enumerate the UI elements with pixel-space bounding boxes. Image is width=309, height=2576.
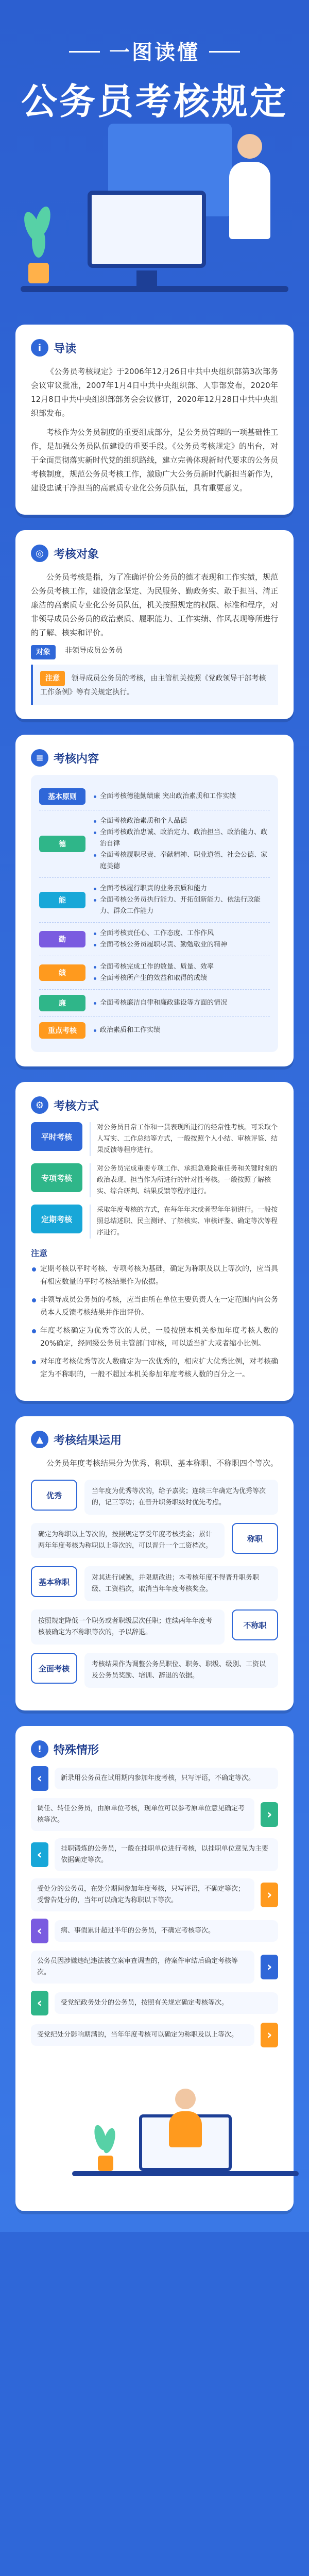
special-text: 公务员因涉嫌违纪违法被立案审查调查的，待案件审结后确定考核等次。 xyxy=(31,1951,254,1984)
content-row-key: 勤 xyxy=(39,931,85,947)
method-item xyxy=(31,1205,278,1239)
result-item xyxy=(31,1523,278,1558)
result-badge: 称职 xyxy=(232,1523,278,1554)
object-title: 考核对象 xyxy=(54,548,99,561)
footer-illustration xyxy=(31,2063,278,2197)
result-badge: 全面考核 xyxy=(31,1653,77,1684)
special-section xyxy=(15,1726,294,2211)
object-intro: 公务员考核是指，为了准确评价公务员的德才表现和工作实绩，规范公务员考核工作，建设信念坚定、为民服务、勤政务实、敢于担当、清正廉洁的高素质专业化公务员队伍，机关按照规定的权限、标准和程序，对非领导成员公务员的政治素质、履职能力、工作实绩、作风表现等所进行的了解、核实和评价。 xyxy=(31,572,279,637)
content-item: 全面考核政治忠诚、政治定力、政治担当、政治能力、政治自律 xyxy=(93,827,270,850)
chart-icon: ▲ xyxy=(31,1431,48,1448)
content-item: 全面考核履行职责的业务素质和能力 xyxy=(93,883,270,894)
result-text: 对其进行诫勉，并限期改进；本考核年度不得晋升职务职级、工资档次，取消当年年度考核奖金。 xyxy=(84,1566,278,1601)
method-item xyxy=(31,1163,278,1197)
special-text: 受处分的公务员，在处分期间参加年度考核，只写评语，不确定等次；受警告处分的，当年可以确定为称职以下等次。 xyxy=(31,1878,254,1911)
special-text: 挂职锻炼的公务员，一般在挂职单位进行考核，以挂职单位意见为主要依据确定等次。 xyxy=(55,1838,278,1871)
content-row-key: 廉 xyxy=(39,995,85,1011)
content-row xyxy=(39,1017,270,1044)
method-desc: 对公务员日常工作和一贯表现所进行的经常性考核。可采取个人写实、工作总结等方式，一般按照个人小结、审核评鉴、结果反馈等程序进行。 xyxy=(90,1122,278,1156)
person-illustration xyxy=(167,2089,203,2150)
chevron-right-icon: › xyxy=(261,1955,278,1979)
gear-icon: ⚙ xyxy=(31,1096,48,1114)
special-text: 新录用公务员在试用期内参加年度考核，只写评语，不确定等次。 xyxy=(55,1768,278,1789)
special-item xyxy=(31,1838,278,1871)
chevron-right-icon: › xyxy=(261,1802,278,1827)
content-row xyxy=(39,878,270,923)
object-target-label: 对象 xyxy=(31,645,56,659)
guide-title: 导读 xyxy=(54,342,77,355)
result-section xyxy=(15,1416,294,1710)
object-note xyxy=(31,665,278,705)
guide-section xyxy=(15,325,294,515)
object-target-row xyxy=(31,645,278,659)
chevron-left-icon: ‹ xyxy=(31,1766,48,1791)
content-item: 全面考核所产生的效益和取得的成绩 xyxy=(93,973,214,984)
chevron-left-icon: ‹ xyxy=(31,1919,48,1943)
content-row-key: 能 xyxy=(39,892,85,908)
special-item xyxy=(31,1798,278,1831)
content-item: 全面考核责任心、工作态度、工作作风 xyxy=(93,928,227,939)
desk-illustration xyxy=(72,2171,299,2176)
result-text: 考核结果作为调整公务员职位、职务、职级、级别、工资以及公务员奖励、培训、辞退的依据。 xyxy=(84,1653,278,1688)
content-item: 全面考核完成工作的数量、质量、效率 xyxy=(93,961,214,973)
content-item: 政治素质和工作实绩 xyxy=(93,1025,160,1036)
content-row xyxy=(39,956,270,990)
content-item: 全面考核公务员履职尽责、勤勉敬业的精神 xyxy=(93,939,227,951)
content-row-key: 德 xyxy=(39,836,85,852)
result-flow xyxy=(31,1480,278,1688)
chevron-left-icon: ‹ xyxy=(31,1991,48,2015)
object-note-text: 领导成员公务员的考核，由主管机关按照《党政领导干部考核工作条例》等有关规定执行。 xyxy=(40,674,266,697)
plant-illustration xyxy=(93,2125,118,2171)
monitor-illustration xyxy=(88,191,206,268)
result-intro: 公务员年度考核结果分为优秀、称职、基本称职、不称职四个等次。 xyxy=(46,1459,279,1468)
result-badge: 不称职 xyxy=(232,1609,278,1640)
object-target-text: 非领导成员公务员 xyxy=(65,647,123,655)
content-grid xyxy=(31,775,278,1052)
special-item xyxy=(31,1991,278,2015)
method-note: 年度考核确定为优秀等次的人员，一般按照本机关参加年度考核人数的20%确定，经同级公务员主管部门审核，可以适当扩大或者缩小比例。 xyxy=(31,1325,278,1350)
method-tag: 定期考核 xyxy=(31,1205,82,1233)
special-item xyxy=(31,2023,278,2047)
hero-illustration xyxy=(0,113,309,299)
result-title: 考核结果运用 xyxy=(54,1434,122,1447)
content-item: 全面考核公务员执行能力、开拓创新能力、依法行政能力、群众工作能力 xyxy=(93,894,270,917)
list-icon: ≡ xyxy=(31,749,48,767)
method-note: 定期考核以平时考核、专项考核为基础，确定为称职及以上等次的，应当具有相应数量的平时考核结果作为依据。 xyxy=(31,1263,278,1289)
content-row xyxy=(39,783,270,810)
content-row xyxy=(39,810,270,878)
method-note-title: 注意 xyxy=(31,1248,48,1258)
method-note: 对年度考核优秀等次人数确定为一次优秀的，相应扩大优秀比例，对考核确定为不称职的，一般不超过本机关参加年度考核人数的百分之一。 xyxy=(31,1355,278,1381)
content-row-key: 基本原则 xyxy=(39,788,85,805)
result-item xyxy=(31,1566,278,1601)
special-text: 受党纪处分影响期满的，当年年度考核可以确定为称职及以上等次。 xyxy=(31,2024,254,2046)
result-text: 按照规定降低一个职务或者职级层次任职；连续两年年度考核被确定为不称职等次的，予以辞退。 xyxy=(31,1609,225,1645)
desk-illustration xyxy=(21,286,288,292)
guide-icon: i xyxy=(31,339,48,357)
hero-kicker: 一图读懂 xyxy=(109,36,200,65)
special-text: 调任、转任公务员，由原单位考核，现单位可以参考原单位意见确定考核等次。 xyxy=(31,1798,254,1831)
method-desc: 采取年度考核的方式，在每年年末或者翌年年初进行。一般按照总结述职、民主测评、了解核实、审核评鉴、确定等次等程序进行。 xyxy=(90,1205,278,1239)
special-item xyxy=(31,1951,278,1984)
content-item: 全面考核履职尽责、奉献精神、职业道德、社会公德、家庭美德 xyxy=(93,850,270,872)
special-text: 病、事假累计超过半年的公务员，不确定考核等次。 xyxy=(55,1920,278,1942)
content-item: 全面考核廉洁自律和廉政建设等方面的情况 xyxy=(93,997,227,1009)
result-badge: 基本称职 xyxy=(31,1566,77,1597)
alert-icon: ! xyxy=(31,1740,48,1758)
special-title: 特殊情形 xyxy=(54,1743,99,1757)
special-item xyxy=(31,1919,278,1943)
method-section xyxy=(15,1082,294,1401)
method-tag: 专项考核 xyxy=(31,1163,82,1192)
special-item xyxy=(31,1878,278,1911)
result-item xyxy=(31,1609,278,1645)
plant-illustration xyxy=(21,206,57,283)
special-text: 受党纪政务处分的公务员，按照有关规定确定考核等次。 xyxy=(55,1992,278,2014)
result-text: 当年度为优秀等次的，给予嘉奖；连续三年确定为优秀等次的，记三等功；在晋升职务职级时优先考虑。 xyxy=(84,1480,278,1515)
method-item xyxy=(31,1122,278,1156)
result-text: 确定为称职以上等次的，按照规定享受年度考核奖金；累计两年年度考核为称职以上等次的，可以晋升一个工资档次。 xyxy=(31,1523,225,1558)
chevron-left-icon: ‹ xyxy=(31,1842,48,1867)
target-icon: ◎ xyxy=(31,545,48,562)
guide-paragraph: 《公务员考核规定》于2006年12月26日中共中央组织部第3次部务会议审议批准，2007年1月4日中共中央组织部、人事部发布，2020年12月8日中共中央组织部部务会会议修订，2020年12月28日中共中央组织部发布。 xyxy=(31,367,278,418)
chevron-right-icon: › xyxy=(261,1883,278,1907)
content-section xyxy=(15,735,294,1066)
content-title: 考核内容 xyxy=(54,752,99,766)
method-desc: 对公务员完成重要专项工作、承担急难险重任务和关键时刻的政治表现、担当作为所进行的针对性考核。一般按照了解核实、综合研判、结果反馈等程序进行。 xyxy=(90,1163,278,1197)
content-row-key: 重点考核 xyxy=(39,1022,85,1039)
object-section xyxy=(15,530,294,719)
result-item xyxy=(31,1653,278,1688)
content-row xyxy=(39,990,270,1017)
method-tag: 平时考核 xyxy=(31,1122,82,1151)
hero-title: 公务员考核规定 xyxy=(21,80,288,123)
person-illustration xyxy=(227,134,273,237)
content-row-key: 绩 xyxy=(39,964,85,981)
content-item: 全面考核德能勤绩廉 突出政治素质和工作实绩 xyxy=(93,791,236,802)
hero-banner xyxy=(0,0,309,309)
content-item: 全面考核政治素质和个人品德 xyxy=(93,816,270,827)
content-row xyxy=(39,923,270,956)
guide-paragraph: 考核作为公务员制度的重要组成部分，是公务员管理的一项基础性工作，是加强公务员队伍建设的重要手段。《公务员考核规定》的出台，对于全面贯彻落实新时代党的组织路线，建立完善体现新时代要求的公务员考核制度，规范公务员考核工作，激励广大公务员新时代新担当新作为，建设忠诚干净担当的高素质专业化公务员队伍，具有重要意义。 xyxy=(31,428,279,493)
result-item xyxy=(31,1480,278,1515)
special-item xyxy=(31,1766,278,1791)
object-note-label: 注意 xyxy=(40,671,65,686)
chevron-right-icon: › xyxy=(261,2023,278,2047)
monitor-stand-illustration xyxy=(136,270,157,286)
method-note: 非领导成员公务员的考核，应当由所在单位主要负责人在一定范围内向公务员本人反馈考核结果并作出评价。 xyxy=(31,1294,278,1319)
method-title: 考核方式 xyxy=(54,1099,99,1113)
result-badge: 优秀 xyxy=(31,1480,77,1511)
